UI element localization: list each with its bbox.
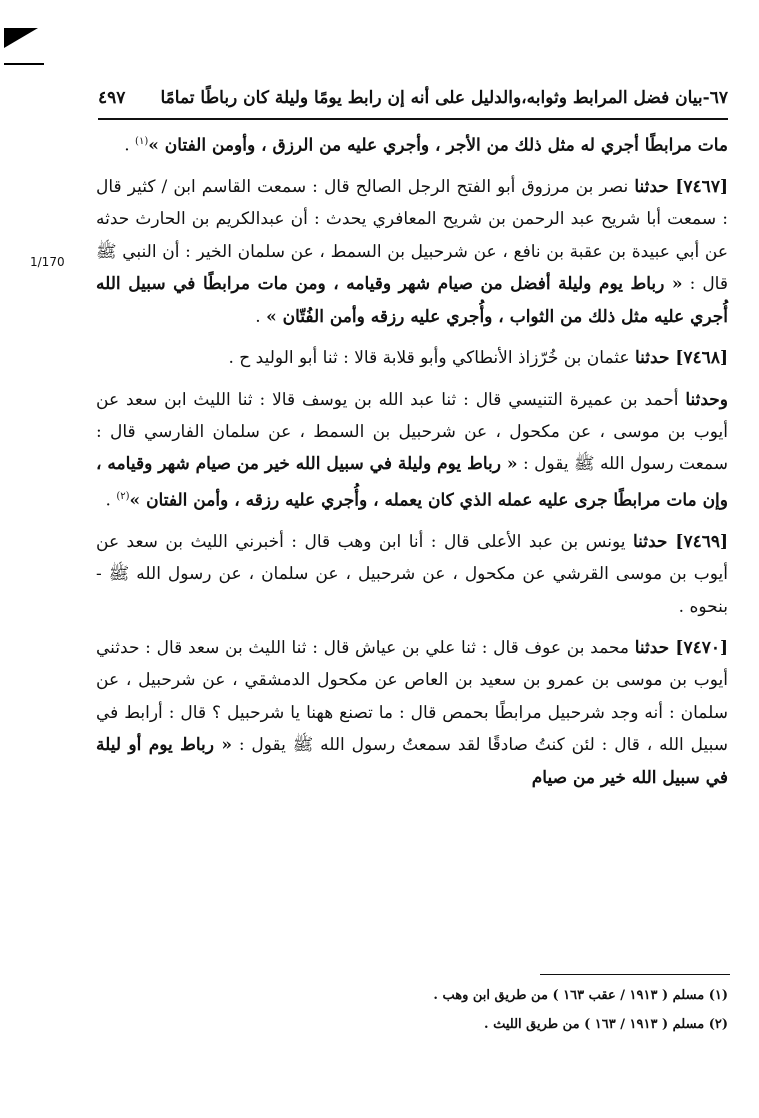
text-span: أحمد بن عميرة التنيسي قال : ثنا عبد الله بن يوسف قالا : ثنا الليث ابن سعد عن أيوب بن موسى ، عن مكحول ، عن شرحبيل بن السمط ، عن سلمان الفارسي قال : سمعت رسول الله ﷺ يقول : — [96, 389, 728, 475]
margin-reference: 1/170 — [30, 255, 65, 269]
text-paragraph — [96, 126, 728, 162]
page-number: ٤٩٧ — [98, 88, 126, 108]
bold-text: مات مرابطًا أجري له مثل ذلك من الأجر ، وأجري عليه من الرزق ، وأومن الفتان » — [148, 135, 728, 156]
running-header — [98, 82, 728, 116]
bold-text: « رباط يوم أو ليلة في سبيل الله خير من صيام — [96, 735, 728, 788]
footnote-ref: (١) — [135, 136, 149, 147]
main-text — [96, 122, 728, 803]
text-span: . — [105, 490, 117, 511]
bold-text: [٧٤٦٩] حدثنا — [632, 531, 729, 552]
bold-text: وحدثنا — [685, 389, 728, 410]
header-rule — [98, 118, 728, 120]
chapter-title: ٦٧-بيان فضل المرابط وثوابه،والدليل على أنه إن رابط يومًا وليلة كان رباطًا تمامًا — [160, 88, 728, 108]
text-paragraph — [96, 342, 728, 374]
page-corner-line — [4, 63, 44, 65]
text-paragraph — [96, 171, 728, 333]
footnote-ref: (٢) — [116, 490, 130, 502]
footnote-rule — [540, 974, 730, 975]
bold-text: [٧٤٦٨] حدثنا — [634, 348, 728, 369]
footnote: (١) مسلم ( ١٩١٣ / عقب ١٦٣ ) من طريق ابن وهب . — [433, 988, 728, 1003]
text-span: يونس بن عبد الأعلى قال : أنا ابن وهب قال : أخبرني الليث بن سعد عن أيوب بن موسى القرشي عن مكحول ، عن شرحبيل ، عن سلمان ، عن رسول الله ﷺ - بنحوه . — [96, 531, 728, 617]
footnote: (٢) مسلم ( ١٩١٣ / ١٦٣ ) من طريق الليث . — [484, 1017, 728, 1032]
text-span: . — [255, 306, 267, 327]
bold-text: « رباط يوم وليلة في سبيل الله خير من صيام شهر وقيامه ، وإن مات مرابطًا جرى عليه عمله الذي كان يعمله ، وأُجري عليه رزقه ، وأمن الفتان » — [96, 454, 728, 511]
text-paragraph — [96, 384, 728, 517]
text-span: محمد بن عوف قال : ثنا علي بن عياش قال : ثنا الليث بن سعد قال : حدثني أيوب بن موسى بن عمرو بن سعيد بن العاص عن مكحول الدمشقي ، عن شرحبيل ، عن سلمان : أنه وجد شرحبيل مرابطًا بحمص قال : ما تصنع ههنا يا شرحبيل ؟ قال : أرابط في سبيل الله ، قال : لئن كنتُ صادقًا لقد سمعتُ رسول الله ﷺ يقول : — [96, 638, 728, 756]
text-span: نصر بن مرزوق أبو الفتح الرجل الصالح قال : سمعت القاسم ابن / كثير قال : سمعت أبا شريح عبد الرحمن بن شريح المعافري يحدث : أن عبدالكريم بن الحارث حدثه عن أبي عبيدة بن عقبة بن نافع ، عن شرحبيل بن السمط ، عن سلمان الخير : أن النبي ﷺ قال : — [96, 177, 728, 295]
text-paragraph — [96, 526, 728, 623]
text-span: عثمان بن خُرّزاذ الأنطاكي وأبو قلابة قالا : ثنا أبو الوليد ح . — [228, 348, 635, 369]
bold-text: [٧٤٦٧] حدثنا — [634, 177, 728, 198]
bold-text: « رباط يوم وليلة أفضل من صيام شهر وقيامه ، ومن مات مرابطًا في سبيل الله أُجري عليه مثل ذلك من الثواب ، وأُجري عليه رزقه وأمن الفُتّان » — [96, 274, 728, 327]
page-corner-mark — [4, 28, 38, 48]
text-span: . — [124, 135, 136, 156]
footnotes — [96, 986, 728, 1044]
bold-text: [٧٤٧٠] حدثنا — [634, 638, 729, 658]
text-paragraph — [96, 632, 728, 794]
